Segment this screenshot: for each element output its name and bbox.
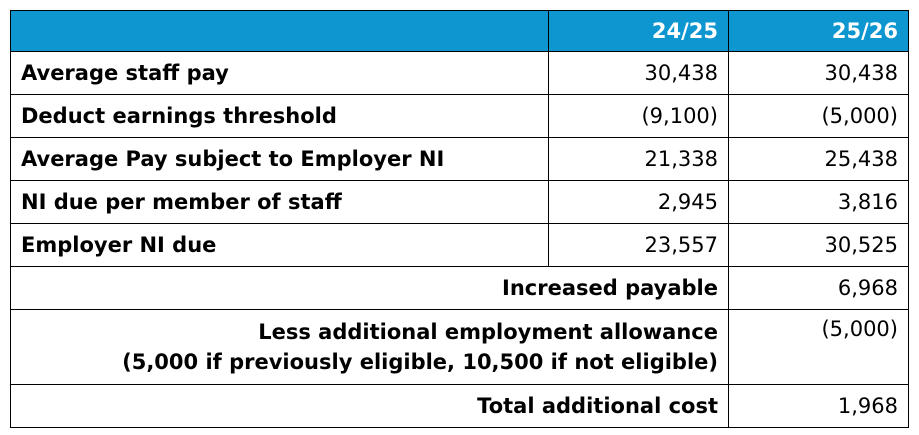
row-label-average-staff-pay: Average staff pay xyxy=(11,52,549,95)
table-row xyxy=(11,95,909,138)
total-additional-cost-value: 1,968 xyxy=(729,385,909,428)
employer-ni-table xyxy=(10,10,909,428)
summary-row-employment-allowance xyxy=(11,310,909,385)
increased-payable-label: Increased payable xyxy=(11,267,729,310)
summary-row-increased-payable xyxy=(11,267,909,310)
row-value-25-26: (5,000) xyxy=(729,95,909,138)
table-row xyxy=(11,138,909,181)
row-value-24-25: 23,557 xyxy=(549,224,729,267)
header-blank-cell xyxy=(11,11,549,52)
row-value-24-25: 2,945 xyxy=(549,181,729,224)
row-value-24-25: (9,100) xyxy=(549,95,729,138)
row-label-employer-ni-due: Employer NI due xyxy=(11,224,549,267)
row-label-ni-due-per-staff: NI due per member of staff xyxy=(11,181,549,224)
summary-row-total-additional-cost xyxy=(11,385,909,428)
row-value-25-26: 30,525 xyxy=(729,224,909,267)
row-value-25-26: 3,816 xyxy=(729,181,909,224)
row-value-25-26: 25,438 xyxy=(729,138,909,181)
table-row xyxy=(11,181,909,224)
table-row xyxy=(11,52,909,95)
employment-allowance-value: (5,000) xyxy=(729,310,909,385)
employment-allowance-label-line1: Less additional employment allowance xyxy=(258,320,718,344)
row-label-average-pay-subject-to-ni: Average Pay subject to Employer NI xyxy=(11,138,549,181)
row-value-24-25: 30,438 xyxy=(549,52,729,95)
employment-allowance-label-line2: (5,000 if previously eligible, 10,500 if not eligible) xyxy=(122,350,718,374)
row-value-24-25: 21,338 xyxy=(549,138,729,181)
header-year-25-26: 25/26 xyxy=(729,11,909,52)
employment-allowance-label xyxy=(11,310,729,385)
header-year-24-25: 24/25 xyxy=(549,11,729,52)
table-header-row xyxy=(11,11,909,52)
table-row xyxy=(11,224,909,267)
row-label-deduct-earnings-threshold: Deduct earnings threshold xyxy=(11,95,549,138)
total-additional-cost-label: Total additional cost xyxy=(11,385,729,428)
row-value-25-26: 30,438 xyxy=(729,52,909,95)
increased-payable-value: 6,968 xyxy=(729,267,909,310)
